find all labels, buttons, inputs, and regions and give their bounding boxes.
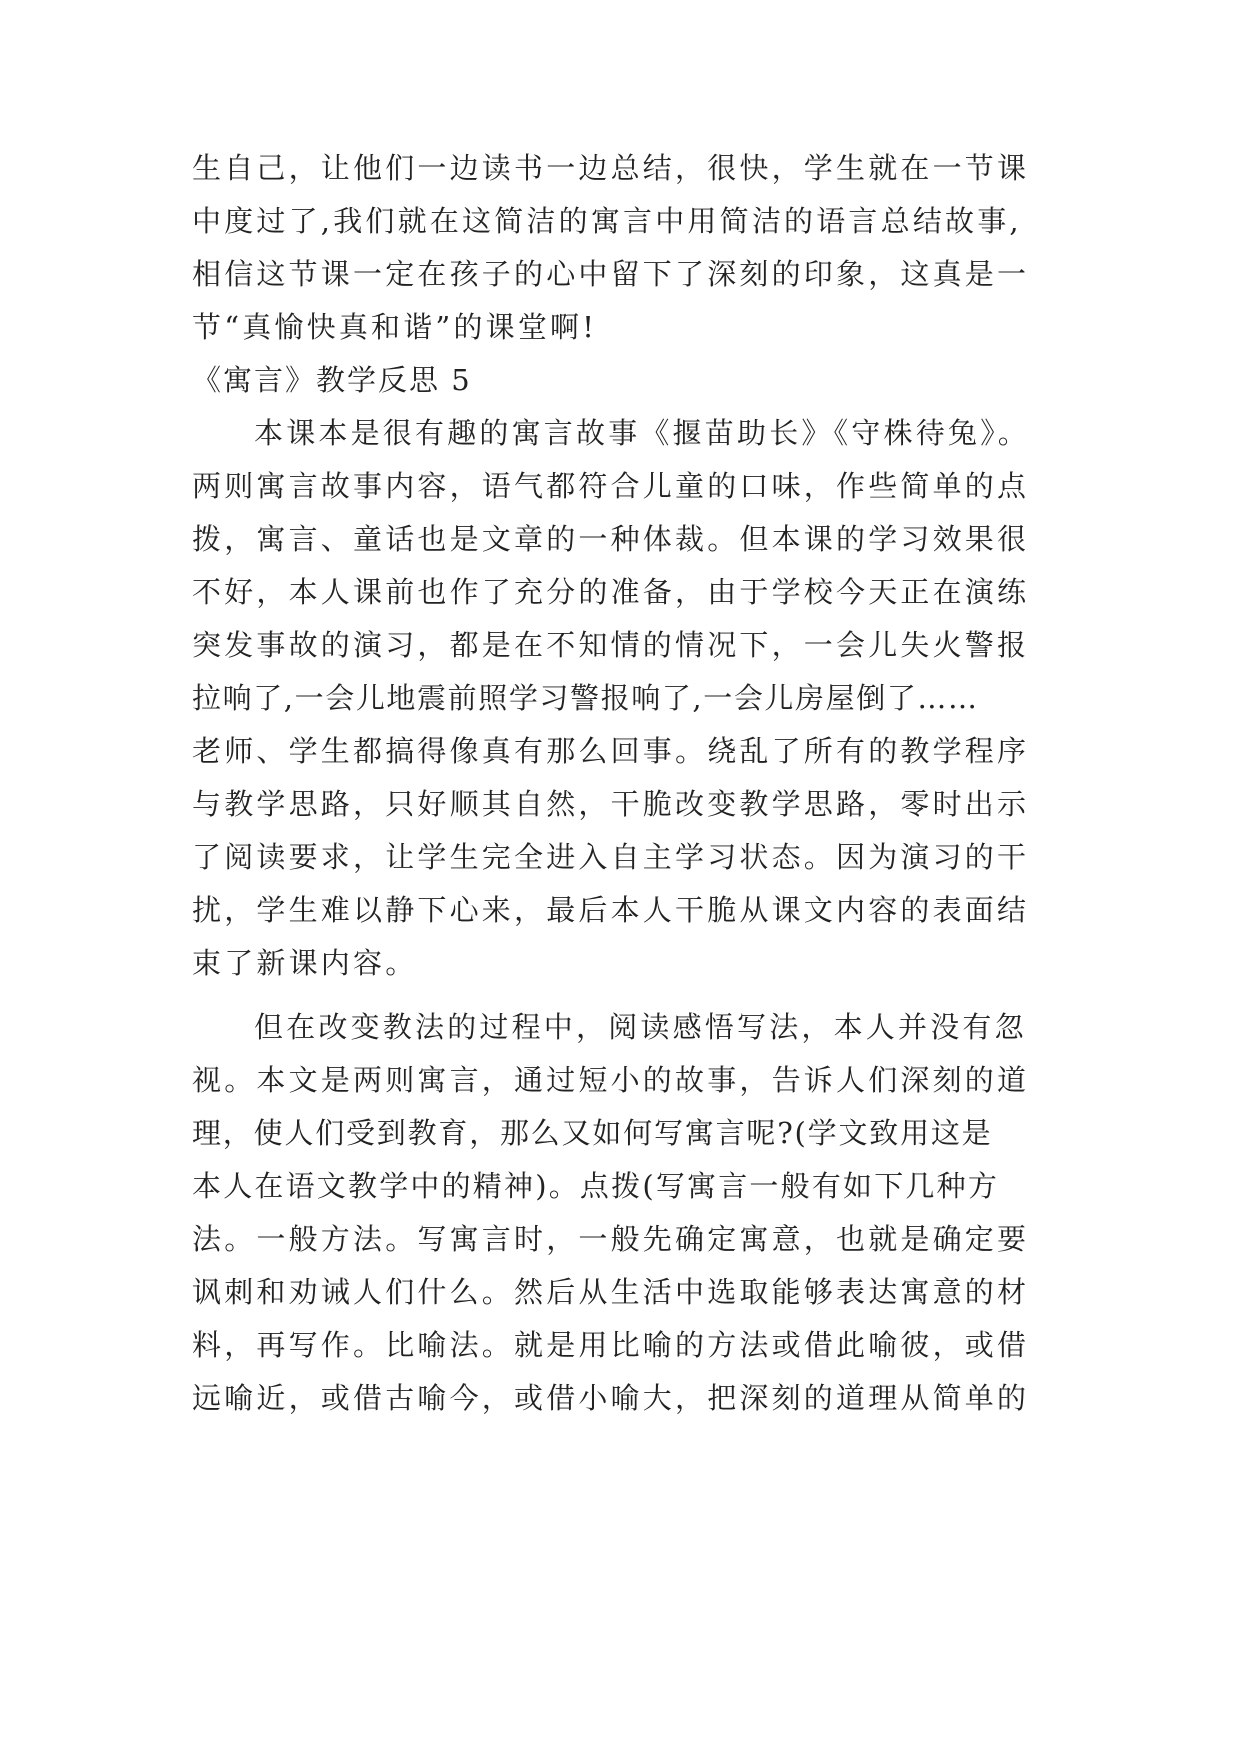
- text-line: 节“真愉快真和谐”的课堂啊!: [192, 310, 598, 344]
- text-line: 远喻近，或借古喻今，或借小喻大，把深刻的道理从简单的: [192, 1381, 1030, 1415]
- text-line: 视。本文是两则寓言，通过短小的故事，告诉人们深刻的道: [192, 1063, 1030, 1097]
- text-line: 突发事故的演习，都是在不知情的情况下，一会儿失火警报: [192, 628, 1030, 662]
- text-line: 料，再写作。比喻法。就是用比喻的方法或借此喻彼，或借: [192, 1328, 1030, 1362]
- text-line: 与教学思路，只好顺其自然，干脆改变教学思路，零时出示: [192, 787, 1030, 821]
- text-line: 生自己，让他们一边读书一边总结，很快，学生就在一节课: [192, 151, 1030, 185]
- text-line: 拉响了,一会儿地震前照学习警报响了,一会儿房屋倒了……: [192, 681, 979, 715]
- paragraph-first-line: 本课本是很有趣的寓言故事《揠苗助长》《守株待兔》。: [254, 416, 1031, 450]
- text-line: 拨，寓言、童话也是文章的一种体裁。但本课的学习效果很: [192, 522, 1030, 556]
- text-line: 两则寓言故事内容，语气都符合儿童的口味，作些简单的点: [192, 469, 1030, 503]
- text-line: 老师、学生都搞得像真有那么回事。绕乱了所有的教学程序: [192, 734, 1030, 768]
- section-heading: 《寓言》教学反思 5: [192, 363, 472, 397]
- text-line: 相信这节课一定在孩子的心中留下了深刻的印象，这真是一: [192, 257, 1030, 291]
- text-line: 不好，本人课前也作了充分的准备，由于学校今天正在演练: [192, 575, 1030, 609]
- text-line: 中度过了,我们就在这简洁的寓言中用简洁的语言总结故事,: [192, 204, 1022, 238]
- text-line: 理，使人们受到教育，那么又如何写寓言呢?(学文致用这是: [192, 1116, 993, 1150]
- text-line: 法。一般方法。写寓言时，一般先确定寓意，也就是确定要: [192, 1222, 1030, 1256]
- text-line: 了阅读要求，让学生完全进入自主学习状态。因为演习的干: [192, 840, 1030, 874]
- paragraph-first-line: 但在改变教法的过程中，阅读感悟写法，本人并没有忽: [254, 1010, 1027, 1044]
- text-line: 束了新课内容。: [192, 946, 418, 980]
- text-line: 本人在语文教学中的精神)。点拨(写寓言一般有如下几种方: [192, 1169, 1000, 1203]
- text-line: 扰，学生难以静下心来，最后本人干脆从课文内容的表面结: [192, 893, 1030, 927]
- text-line: 讽刺和劝诫人们什么。然后从生活中选取能够表达寓意的材: [192, 1275, 1030, 1309]
